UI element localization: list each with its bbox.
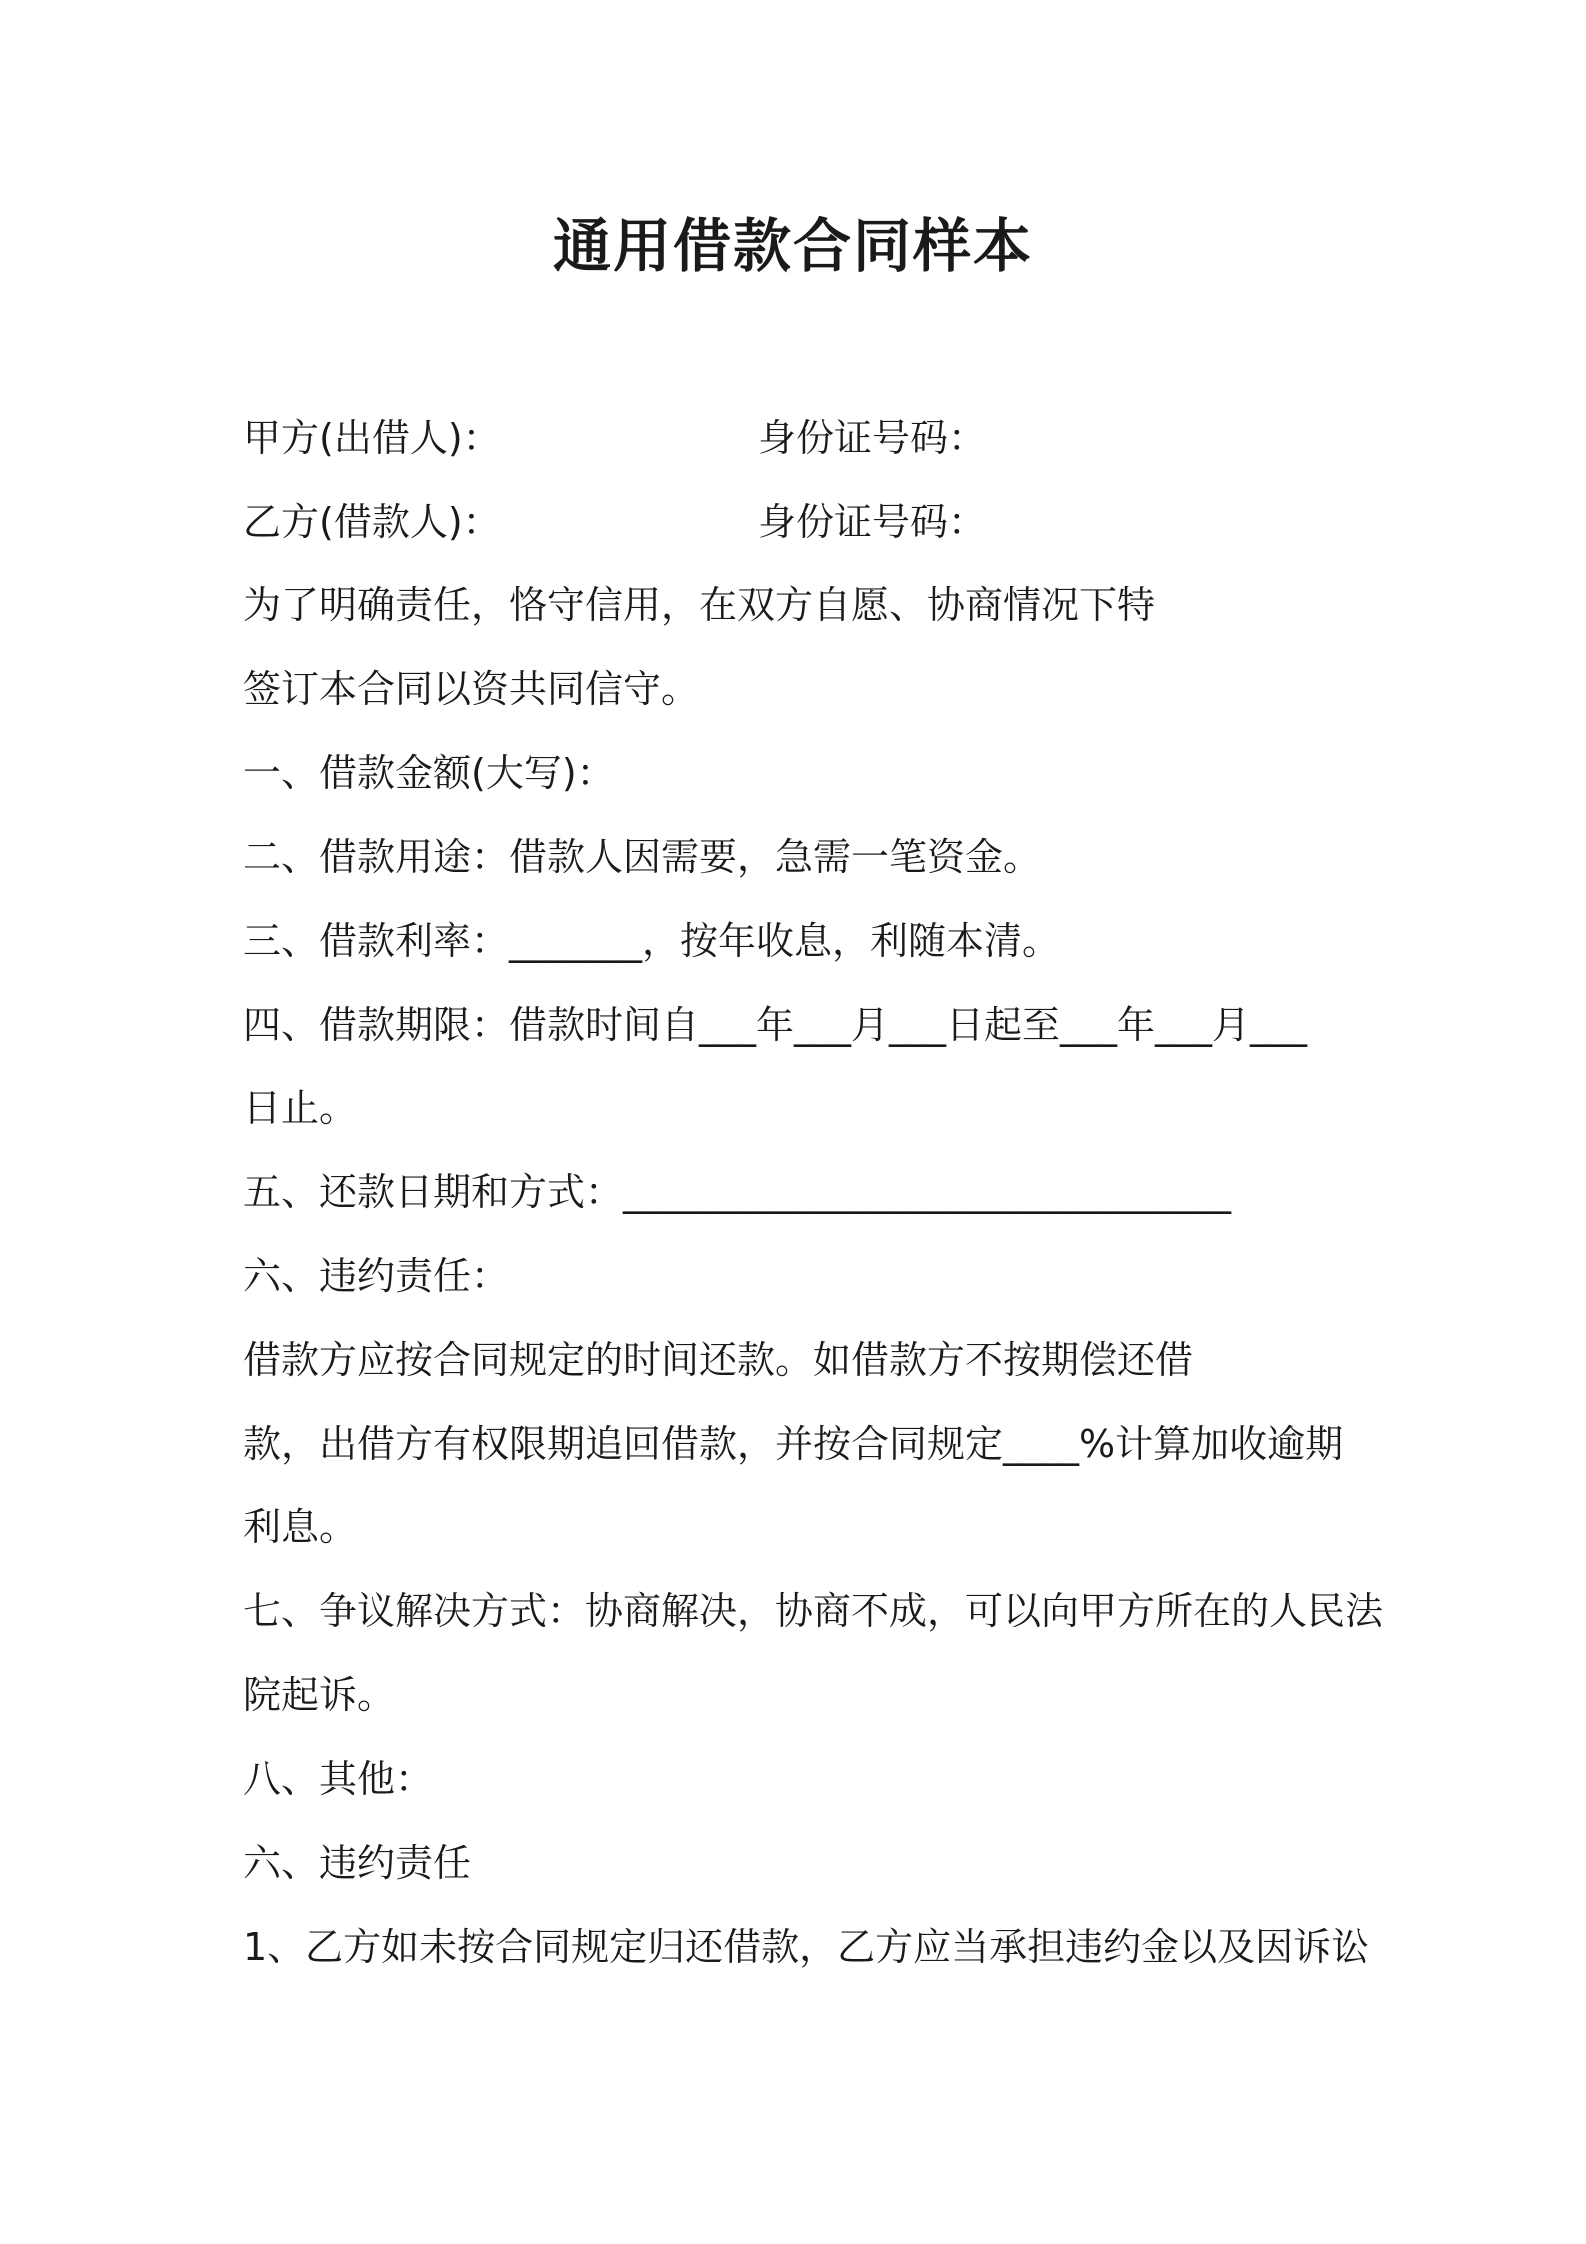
party-a-id-label: 身份证号码： xyxy=(758,416,987,460)
party-b-id-label: 身份证号码： xyxy=(758,500,987,544)
clause-interest-rate: 三、借款利率：_______，按年收息，利随本清。 xyxy=(243,919,1061,963)
paragraph-line: 签订本合同以资共同信守。 xyxy=(243,667,700,711)
clause-dispute: 七、争议解决方式：协商解决，协商不成，可以向甲方所在的人民法 xyxy=(243,1589,1384,1633)
paragraph-line: 为了明确责任，恪守信用，在双方自愿、协商情况下特 xyxy=(243,583,1156,627)
paragraph-line: 利息。 xyxy=(243,1505,358,1549)
paragraph-line: 日止。 xyxy=(243,1086,358,1130)
clause-breach: 六、违约责任： xyxy=(243,1254,510,1298)
clause-other: 八、其他： xyxy=(243,1757,434,1801)
clause-loan-purpose: 二、借款用途：借款人因需要，急需一笔资金。 xyxy=(243,835,1042,879)
clause-repayment: 五、还款日期和方式：________________________________ xyxy=(243,1170,1232,1214)
clause-breach-heading: 六、违约责任 xyxy=(243,1841,472,1885)
clause-loan-amount: 一、借款金额(大写)： xyxy=(243,751,615,795)
party-b-label: 乙方(借款人)： xyxy=(243,500,501,544)
paragraph-line: 借款方应按合同规定的时间还款。如借款方不按期偿还借 xyxy=(243,1338,1194,1382)
document-title: 通用借款合同样本 xyxy=(552,212,1033,280)
party-a-label: 甲方(出借人)： xyxy=(243,416,501,460)
paragraph-line: 1、乙方如未按合同规定归还借款，乙方应当承担违约金以及因诉讼 xyxy=(243,1925,1370,1969)
clause-loan-term: 四、借款期限：借款时间自___年___月___日起至___年___月___ xyxy=(243,1003,1308,1047)
paragraph-line: 院起诉。 xyxy=(243,1673,396,1717)
paragraph-line: 款，出借方有权限期追回借款，并按合同规定____%计算加收逾期 xyxy=(243,1422,1344,1466)
